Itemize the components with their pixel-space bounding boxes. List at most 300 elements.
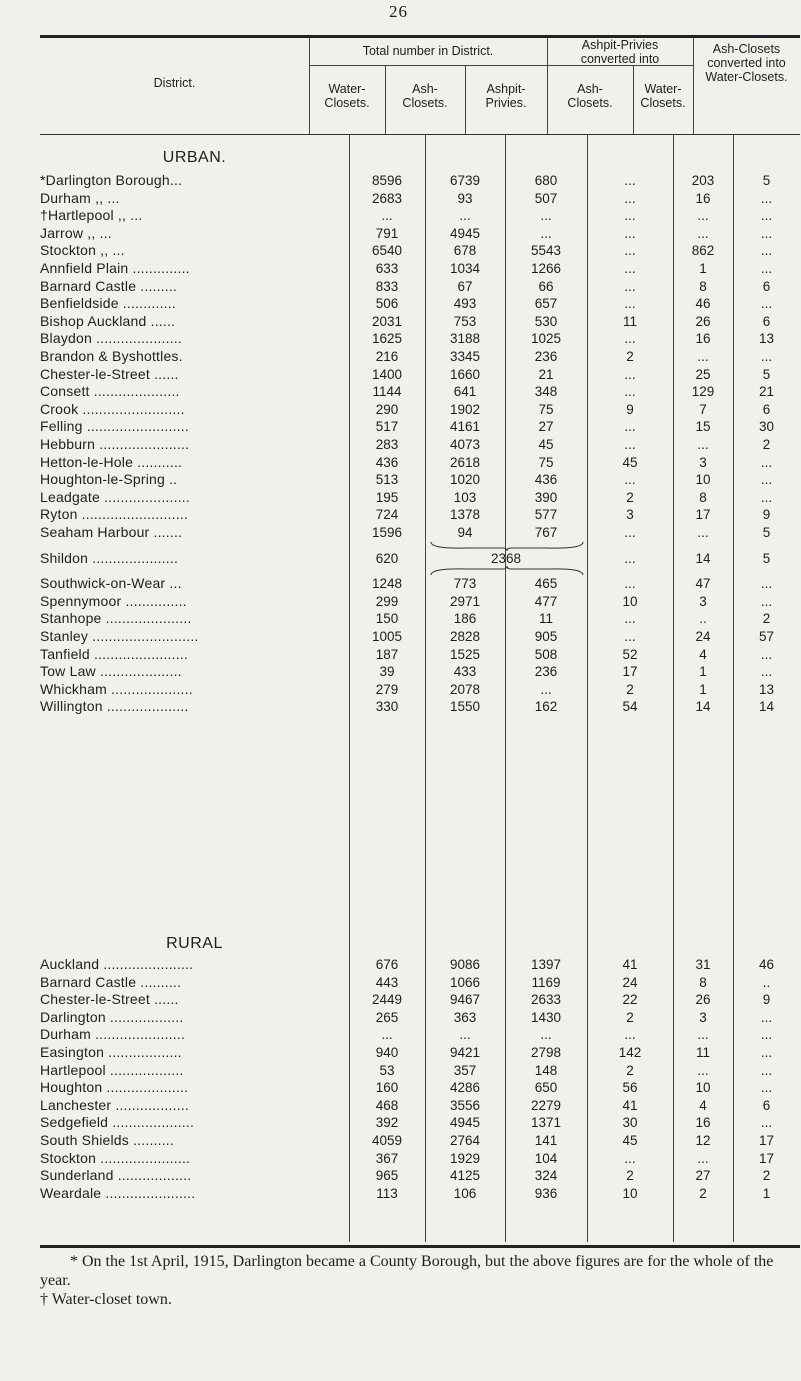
converted-water-closets-value: 16: [695, 190, 711, 206]
ash-to-water-converted-value: 5: [762, 550, 771, 566]
water-closets-value: 436: [375, 454, 399, 470]
converted-water-closets-value: ...: [697, 208, 709, 224]
header-total-group: Total number in District.: [362, 44, 494, 58]
ash-to-water-converted-value: ...: [760, 454, 773, 470]
converted-ash-closets-value: ...: [624, 1150, 636, 1166]
table-row: [40, 1044, 800, 1061]
table-row: [40, 1062, 800, 1079]
table-row: [40, 278, 800, 295]
district-name: Barnard Castle ..........: [40, 973, 182, 990]
ashpit-privies-value: 148: [534, 1062, 558, 1078]
table-row: [40, 260, 800, 277]
water-closets-value: 392: [375, 1115, 399, 1131]
table-row: [40, 1114, 800, 1131]
table-row: [40, 1097, 800, 1114]
converted-ash-closets-value: ...: [624, 190, 636, 206]
ash-closets-value: 753: [453, 313, 477, 329]
water-closets-value: 4059: [371, 1133, 403, 1148]
water-closets-value: ...: [381, 1027, 393, 1043]
district-name: Benfieldside .............: [40, 295, 176, 312]
ashpit-privies-value: 530: [534, 313, 558, 329]
district-name: Weardale ......................: [40, 1184, 196, 1201]
table-row: [40, 610, 800, 627]
converted-ash-closets-value: ...: [624, 225, 636, 241]
district-name: Barnard Castle .........: [40, 277, 178, 294]
ash-closets-value: 4125: [449, 1168, 481, 1184]
ash-closets-value: 433: [453, 664, 477, 680]
ash-to-water-converted-value: 46: [758, 957, 775, 972]
water-closets-value: 265: [375, 1009, 399, 1025]
water-closets-value: 633: [375, 261, 399, 276]
converted-water-closets-value: 26: [695, 992, 711, 1008]
converted-water-closets-value: 3: [699, 1009, 707, 1025]
ash-closets-value: 357: [453, 1062, 477, 1078]
table-row: [40, 172, 800, 189]
converted-water-closets-value: 129: [691, 384, 715, 400]
ashpit-privies-value: 680: [534, 173, 558, 188]
water-closets-value: 279: [375, 681, 399, 697]
header-district: District.: [153, 76, 196, 90]
ash-to-water-converted-value: ...: [760, 489, 773, 505]
table-row: [40, 366, 800, 383]
ash-closets-value: 9086: [449, 957, 481, 972]
brace-bottom-icon: [427, 566, 587, 576]
ash-to-water-converted-value: 57: [758, 629, 775, 644]
ash-to-water-converted-value: 6: [762, 278, 771, 294]
converted-ash-closets-value: 45: [622, 1133, 638, 1148]
water-closets-value: 1005: [371, 629, 403, 644]
ashpit-privies-value: 2633: [530, 992, 562, 1008]
district-name: Darlington ..................: [40, 1008, 184, 1025]
converted-ash-closets-value: 45: [622, 454, 638, 470]
converted-water-closets-value: 10: [695, 472, 711, 488]
ashpit-privies-value: 477: [534, 593, 558, 609]
converted-ash-closets-value: 11: [622, 313, 637, 329]
ash-closets-value: 4073: [449, 437, 481, 452]
district-name: Hebburn ......................: [40, 436, 190, 452]
ashpit-privies-value: 577: [534, 507, 558, 523]
district-name: Tow Law ....................: [40, 663, 182, 680]
ashpit-privies-value: 348: [534, 384, 558, 400]
ash-to-water-converted-value: ...: [760, 243, 773, 259]
ash-closets-value: 1929: [449, 1150, 481, 1166]
converted-ash-closets-value: ...: [624, 1027, 636, 1043]
ash-closets-value: 1660: [449, 366, 481, 382]
water-closets-value: 1144: [372, 384, 402, 400]
ashpit-privies-value: 75: [538, 401, 554, 417]
district-name: †Hartlepool ,, ...: [40, 207, 143, 224]
district-name: Brandon & Byshottles.: [40, 348, 183, 364]
water-closets-value: 8596: [371, 173, 403, 188]
converted-water-closets-value: 15: [695, 419, 711, 435]
converted-ash-closets-value: ...: [624, 419, 636, 435]
converted-ash-closets-value: ...: [624, 611, 636, 627]
water-closets-value: 1248: [371, 576, 403, 592]
ash-closets-value: 641: [453, 384, 477, 400]
ashpit-privies-value: 508: [534, 646, 558, 662]
ash-closets-value: 9421: [449, 1045, 481, 1060]
ashpit-privies-value: 75: [538, 454, 554, 470]
table-row: [40, 1026, 800, 1043]
table-row: [40, 593, 800, 610]
table-row: [40, 348, 800, 365]
table-row: [40, 242, 800, 259]
converted-water-closets-value: 2: [699, 1185, 707, 1201]
table-row: [40, 1185, 800, 1202]
district-name: Seaham Harbour .......: [40, 524, 183, 540]
ash-closets-value: 94: [457, 525, 473, 540]
district-name: *Darlington Borough...: [40, 172, 183, 188]
ash-closets-value: 3345: [449, 349, 481, 364]
district-name: Consett .....................: [40, 383, 180, 400]
ashpit-privies-value: 436: [534, 472, 558, 488]
header-water-closets: Water-Closets.: [324, 82, 370, 110]
converted-ash-closets-value: 2: [626, 1168, 634, 1184]
water-closets-value: 367: [375, 1150, 399, 1166]
section-rural: RURAL: [166, 935, 223, 952]
ash-to-water-converted-value: ...: [760, 472, 773, 488]
converted-water-closets-value: 16: [695, 331, 711, 347]
water-closets-value: 443: [375, 974, 399, 990]
table-row: [40, 956, 800, 973]
table-row: [40, 471, 800, 488]
ash-to-water-converted-value: ...: [760, 208, 773, 224]
converted-water-closets-value: 7: [699, 401, 707, 417]
table-row: [40, 1009, 800, 1026]
ash-to-water-converted-value: 5: [762, 366, 771, 382]
table-row: [40, 974, 800, 991]
ashpit-privies-value: 5543: [530, 243, 562, 259]
converted-ash-closets-value: 10: [622, 1185, 638, 1201]
converted-ash-closets-value: 2: [626, 489, 634, 505]
header-rule: [309, 65, 547, 66]
district-name: Sedgefield ....................: [40, 1114, 195, 1131]
ash-closets-value: 2078: [449, 681, 481, 697]
ashpit-privies-value: ...: [540, 225, 552, 241]
converted-water-closets-value: 12: [695, 1133, 711, 1148]
section-urban: URBAN.: [162, 149, 227, 166]
converted-water-closets-value: ...: [697, 437, 709, 452]
district-name: Durham ,, ...: [40, 189, 120, 206]
converted-water-closets-value: ...: [697, 525, 709, 540]
converted-ash-closets-value: ...: [624, 296, 636, 312]
ash-closets-value: 2828: [449, 629, 481, 644]
converted-ash-closets-value: 2: [626, 1009, 634, 1025]
ashpit-privies-value: 1371: [530, 1115, 562, 1131]
ash-closets-value: 1550: [449, 699, 481, 715]
footnote-dagger: † Water-closet town.: [40, 1291, 172, 1308]
header-ash-converted: Ash-Closets converted into Water-Closets.: [705, 42, 788, 84]
ashpit-privies-value: 1266: [530, 261, 562, 276]
converted-water-closets-value: ...: [697, 349, 709, 364]
table-row: [40, 190, 800, 207]
water-closets-value: 965: [375, 1168, 399, 1184]
table-row: [40, 418, 800, 435]
district-name: Ryton ..........................: [40, 506, 188, 523]
ashpit-privies-value: 21: [538, 366, 554, 382]
district-name: Whickham ....................: [40, 680, 193, 697]
table-row: [40, 575, 800, 592]
ash-to-water-converted-value: ...: [760, 1027, 773, 1043]
converted-ash-closets-value: 9: [626, 401, 634, 417]
converted-ash-closets-value: 56: [622, 1080, 638, 1096]
table-row: [40, 506, 800, 523]
ash-to-water-converted-value: 2: [762, 1168, 771, 1184]
ash-closets-value: 773: [453, 576, 477, 592]
district-name: Stanhope .....................: [40, 610, 192, 627]
converted-ash-closets-value: ...: [624, 472, 636, 488]
ash-closets-value: ...: [459, 208, 471, 224]
table-row: [40, 698, 800, 715]
district-name: Sunderland ..................: [40, 1167, 192, 1184]
converted-ash-closets-value: 3: [626, 507, 634, 523]
ash-to-water-converted-value: 14: [758, 699, 775, 715]
district-name: Tanfield .......................: [40, 645, 189, 662]
water-closets-value: 676: [375, 957, 399, 972]
water-closets-value: 53: [379, 1062, 395, 1078]
converted-ash-closets-value: 22: [622, 992, 638, 1008]
ash-to-water-converted-value: ...: [760, 1115, 773, 1131]
district-name: Bishop Auckland ......: [40, 312, 176, 329]
converted-ash-closets-value: 2: [626, 349, 634, 364]
ashpit-privies-value: 1025: [530, 331, 562, 347]
ashpit-privies-value: 45: [538, 437, 554, 452]
converted-ash-closets-value: ...: [624, 576, 636, 592]
water-closets-value: 791: [375, 225, 399, 241]
ash-to-water-converted-value: 13: [758, 681, 775, 697]
converted-ash-closets-value: ...: [624, 208, 636, 224]
district-name: Leadgate .....................: [40, 488, 190, 505]
table-row: [40, 663, 800, 680]
ash-closets-value: 1020: [449, 472, 481, 488]
ashpit-privies-value: 236: [534, 664, 558, 680]
water-closets-value: 2031: [371, 313, 403, 329]
water-closets-value: 833: [375, 278, 399, 294]
converted-ash-closets-value: ...: [624, 550, 636, 566]
ash-to-water-converted-value: 6: [762, 1097, 771, 1113]
converted-ash-closets-value: 41: [622, 957, 638, 972]
header-conv-water-closets: Water-Closets.: [640, 82, 686, 110]
ash-closets-value: 9467: [449, 992, 481, 1008]
footnote-star: * On the 1st April, 1915, Darlington became a County Borough, but the above figures are for the whole of the year.: [40, 1253, 774, 1289]
table-row: [40, 207, 800, 224]
ashpit-privies-value: 27: [538, 419, 554, 435]
ash-closets-value: 4161: [449, 419, 481, 435]
ashpit-privies-value: 1397: [530, 957, 562, 972]
water-closets-value: 620: [375, 550, 399, 566]
converted-ash-closets-value: ...: [624, 437, 636, 452]
header-ashpit-privies: Ashpit-Privies.: [485, 82, 527, 110]
converted-water-closets-value: 24: [695, 629, 711, 644]
district-name: Stanley ..........................: [40, 628, 199, 644]
ash-to-water-converted-value: ...: [760, 576, 773, 592]
ashpit-privies-value: 905: [534, 629, 558, 644]
ash-closets-value: 93: [457, 190, 473, 206]
converted-water-closets-value: 3: [699, 454, 707, 470]
water-closets-value: 2683: [371, 190, 403, 206]
converted-water-closets-value: 3: [699, 593, 707, 609]
ash-to-water-converted-value: ..: [762, 974, 771, 990]
converted-ash-closets-value: 24: [622, 974, 638, 990]
water-closets-value: 517: [375, 419, 399, 435]
water-closets-value: 6540: [371, 243, 403, 259]
ash-to-water-converted-value: 5: [762, 525, 771, 540]
water-closets-value: 39: [379, 664, 395, 680]
ash-to-water-converted-value: 17: [758, 1150, 775, 1166]
ash-closets-value: 1378: [449, 507, 481, 523]
converted-ash-closets-value: 52: [622, 646, 638, 662]
water-closets-value: 506: [375, 296, 399, 312]
converted-ash-closets-value: ...: [624, 366, 636, 382]
district-name: Durham ......................: [40, 1026, 186, 1043]
converted-ash-closets-value: ...: [624, 278, 636, 294]
ash-to-water-converted-value: 9: [762, 507, 771, 523]
converted-water-closets-value: 14: [695, 699, 711, 715]
water-closets-value: 330: [375, 699, 399, 715]
ash-closets-value: 2764: [449, 1133, 481, 1148]
converted-water-closets-value: 1: [699, 681, 707, 697]
district-name: Willington ....................: [40, 698, 189, 715]
ash-closets-value: 4945: [449, 1115, 481, 1131]
converted-water-closets-value: ...: [697, 1062, 709, 1078]
ash-to-water-converted-value: ...: [760, 261, 773, 276]
water-closets-value: 940: [375, 1045, 399, 1060]
ashpit-privies-value: 507: [534, 190, 558, 206]
water-closets-value: 1400: [371, 366, 403, 382]
ashpit-privies-value: 141: [534, 1133, 558, 1148]
converted-ash-closets-value: ...: [624, 243, 636, 259]
converted-water-closets-value: 862: [691, 243, 715, 259]
ash-to-water-converted-value: ...: [760, 1080, 773, 1096]
district-name: Jarrow ,, ...: [40, 224, 112, 241]
converted-ash-closets-value: 10: [622, 593, 638, 609]
converted-water-closets-value: 8: [699, 278, 707, 294]
converted-water-closets-value: 1: [699, 261, 707, 276]
closets-table: [40, 134, 800, 1201]
district-name: Hetton-le-Hole ...........: [40, 453, 183, 470]
converted-water-closets-value: ...: [697, 1027, 709, 1043]
converted-ash-closets-value: 142: [618, 1045, 642, 1060]
district-name: Chester-le-Street ......: [40, 991, 179, 1008]
ash-closets-value: 106: [453, 1185, 477, 1201]
table-row: [40, 401, 800, 418]
header-ash-closets: Ash-Closets.: [402, 82, 448, 110]
converted-ash-closets-value: 2: [626, 1062, 634, 1078]
water-closets-value: 113: [376, 1185, 398, 1201]
ash-closets-value: 2618: [449, 454, 481, 470]
ash-to-water-converted-value: 9: [762, 992, 771, 1008]
ash-to-water-converted-value: ...: [760, 646, 773, 662]
converted-ash-closets-value: ...: [624, 384, 636, 400]
ash-closets-value: 103: [453, 489, 477, 505]
ash-closets-value: 3556: [449, 1097, 481, 1113]
converted-water-closets-value: 11: [695, 1045, 710, 1060]
table-row: [40, 313, 800, 330]
converted-water-closets-value: 8: [699, 489, 707, 505]
ash-closets-value: 493: [453, 296, 477, 312]
ash-to-water-converted-value: 5: [762, 173, 771, 188]
converted-water-closets-value: ..: [699, 611, 707, 627]
table-row: [40, 628, 800, 645]
district-name: Blaydon .....................: [40, 330, 182, 347]
ash-closets-value: ...: [459, 1027, 471, 1043]
table-header: [40, 35, 800, 134]
converted-water-closets-value: 14: [695, 550, 711, 566]
ash-to-water-converted-value: ...: [760, 664, 773, 680]
converted-water-closets-value: 203: [691, 173, 715, 188]
header-conv-ash-closets: Ash-Closets.: [567, 82, 613, 110]
district-name: Easington ..................: [40, 1044, 182, 1060]
converted-water-closets-value: 27: [695, 1168, 711, 1184]
table-row: [40, 225, 800, 242]
ash-closets-value: 1034: [449, 261, 481, 276]
converted-ash-closets-value: 17: [622, 664, 638, 680]
ash-to-water-converted-value: 2: [762, 437, 771, 452]
table-row: [40, 1167, 800, 1184]
table-row: [40, 383, 800, 400]
converted-ash-closets-value: ...: [624, 331, 636, 347]
water-closets-value: 724: [375, 507, 399, 523]
district-name: Stockton ,, ...: [40, 242, 125, 259]
converted-water-closets-value: 4: [699, 646, 707, 662]
merged-ash-privies-value: 2368: [490, 550, 522, 566]
converted-water-closets-value: ...: [697, 1150, 709, 1166]
ash-closets-value: 67: [457, 278, 473, 294]
ash-to-water-converted-value: ...: [760, 296, 773, 312]
district-name: Spennymoor ...............: [40, 592, 187, 609]
converted-water-closets-value: 4: [699, 1097, 707, 1113]
water-closets-value: 290: [375, 401, 399, 417]
ashpit-privies-value: 66: [538, 278, 554, 294]
district-name: South Shields ..........: [40, 1132, 174, 1148]
water-closets-value: 468: [375, 1097, 399, 1113]
ashpit-privies-value: ...: [540, 208, 552, 224]
converted-water-closets-value: ...: [697, 225, 709, 241]
ash-to-water-converted-value: 1: [762, 1185, 771, 1201]
converted-ash-closets-value: 2: [626, 681, 634, 697]
ashpit-privies-value: 936: [534, 1185, 558, 1201]
ash-closets-value: 186: [453, 611, 477, 627]
district-name: Shildon .....................: [40, 549, 179, 566]
converted-water-closets-value: 8: [699, 974, 707, 990]
ash-closets-value: 1066: [449, 974, 481, 990]
ashpit-privies-value: 1169: [531, 974, 561, 990]
converted-ash-closets-value: ...: [624, 173, 636, 188]
water-closets-value: 187: [375, 646, 399, 662]
ash-closets-value: 1525: [449, 646, 481, 662]
ash-to-water-converted-value: ...: [760, 1045, 773, 1060]
footnotes: [40, 1245, 800, 1309]
converted-water-closets-value: 47: [695, 576, 711, 592]
ash-closets-value: 4286: [449, 1080, 481, 1096]
water-closets-value: 160: [375, 1080, 399, 1096]
water-closets-value: 299: [375, 593, 399, 609]
district-name: Houghton-le-Spring ..: [40, 471, 178, 488]
ashpit-privies-value: 236: [534, 349, 558, 364]
table-row: [40, 646, 800, 663]
ash-to-water-converted-value: ...: [760, 349, 773, 364]
converted-water-closets-value: 31: [695, 957, 711, 972]
district-name: Houghton ....................: [40, 1079, 189, 1096]
ash-to-water-converted-value: 13: [758, 331, 775, 347]
ashpit-privies-value: 657: [534, 296, 558, 312]
table-row: [40, 1132, 800, 1149]
district-name: Lanchester ..................: [40, 1096, 189, 1113]
water-closets-value: ...: [381, 208, 393, 224]
converted-ash-closets-value: 30: [622, 1115, 638, 1131]
water-closets-value: 513: [375, 472, 399, 488]
converted-water-closets-value: 46: [695, 296, 711, 312]
